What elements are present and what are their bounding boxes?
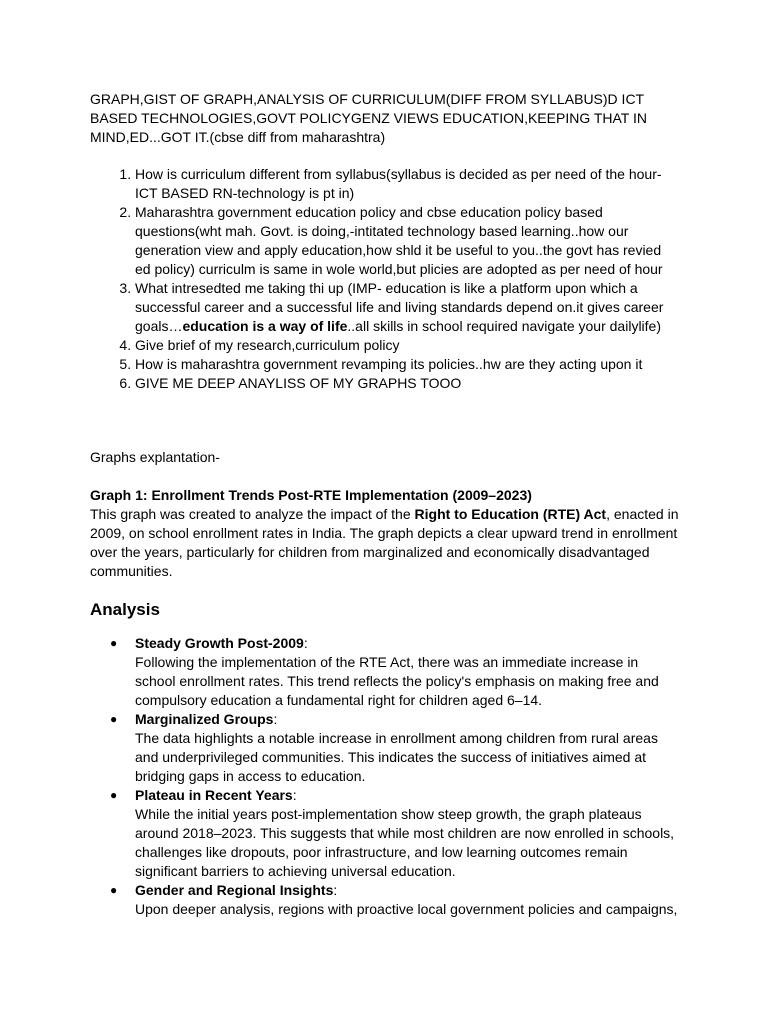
intro-paragraph: GRAPH,GIST OF GRAPH,ANALYSIS OF CURRICULUM(DIFF FROM SYLLABUS)D ICT BASED TECHNOLOGIES,GOVT POLICYGENZ VIEWS EDUCATION,KEEPING THAT IN MIND,ED...GOT IT.(cbse diff from maharashtra) [90, 91, 647, 145]
analysis-item [110, 634, 680, 710]
colon: : [303, 635, 308, 651]
graph-desc-text: This graph was created to analyze the impact of the [90, 506, 415, 522]
question-item [135, 279, 680, 336]
question-text: GIVE ME DEEP ANAYLISS OF MY GRAPHS TOOO [135, 375, 462, 391]
document-page [90, 90, 680, 919]
question-text: What intresedted me taking thi up (IMP- education is like a platform upon which a successful career and a successful life and living standards depend on.it gives career goals… [135, 280, 664, 334]
analysis-point-text: Following the implementation of the RTE Act, there was an immediate increase in school enrollment rates. This trend reflects the policy's emphasis on making free and compulsory education a fundamental right for children aged 6–14. [135, 654, 659, 708]
graph-title: Graph 1: Enrollment Trends Post-RTE Implementation (2009–2023) [90, 487, 532, 503]
bullet-icon: ● [110, 636, 118, 650]
question-item [135, 374, 680, 393]
question-item [135, 355, 680, 374]
bullet-icon: ● [110, 883, 118, 897]
colon: : [273, 711, 278, 727]
question-text: How is curriculum different from syllabus(syllabus is decided as per need of the hour-ICT BASED RN-technology is pt in) [135, 166, 662, 201]
analysis-item [110, 786, 680, 881]
analysis-point-text: The data highlights a notable increase in enrollment among children from rural areas and underprivileged communities. This indicates the success of initiatives aimed at bridging gaps in access to education. [135, 730, 658, 784]
analysis-item [110, 881, 680, 919]
question-bold-text: education is a way of life [182, 318, 348, 334]
colon: : [292, 787, 297, 803]
colon: : [333, 882, 338, 898]
question-text: How is maharashtra government revamping its policies..hw are they acting upon it [135, 356, 643, 372]
analysis-list [90, 634, 680, 919]
graph-description [90, 505, 680, 581]
questions-list [90, 165, 680, 393]
question-text: Give brief of my research,curriculum policy [135, 337, 400, 353]
analysis-heading: Analysis [90, 600, 160, 619]
question-item [135, 203, 680, 279]
bullet-icon: ● [110, 712, 118, 726]
question-item [135, 336, 680, 355]
analysis-point-title: Marginalized Groups [135, 711, 274, 727]
bullet-icon: ● [110, 788, 118, 802]
question-item [135, 165, 680, 203]
graphs-heading: Graphs explantation- [90, 449, 220, 465]
graph-desc-text: , enacted in 2009, on school enrollment rates in India. The graph depicts a clear upward trend in enrollment over the years, particularly for children from marginalized and economically disadvantaged communities. [90, 506, 679, 579]
analysis-point-text: While the initial years post-implementation show steep growth, the graph plateaus around 2018–2023. This suggests that while most children are now enrolled in schools, challenges like dropouts, poor infrastructure, and low learning outcomes remain significant barriers to achieving universal education. [135, 806, 675, 879]
analysis-point-title: Gender and Regional Insights [135, 882, 334, 898]
graph-desc-bold: Right to Education (RTE) Act [414, 506, 607, 522]
question-text: ..all skills in school required navigate your dailylife) [347, 318, 661, 334]
analysis-point-title: Steady Growth Post-2009 [135, 635, 304, 651]
question-text: Maharashtra government education policy and cbse education policy based questions(wht mah. Govt. is doing,-intitated technology based learning..how our generation view and apply education,how shld it be useful to you..the govt has revied ed policy) curriculm is same in wole world,but plicies are adopted as per need of hour [135, 204, 663, 277]
analysis-item [110, 710, 680, 786]
analysis-point-text: Upon deeper analysis, regions with proactive local government policies and campaigns, [135, 901, 678, 917]
analysis-point-title: Plateau in Recent Years [135, 787, 293, 803]
